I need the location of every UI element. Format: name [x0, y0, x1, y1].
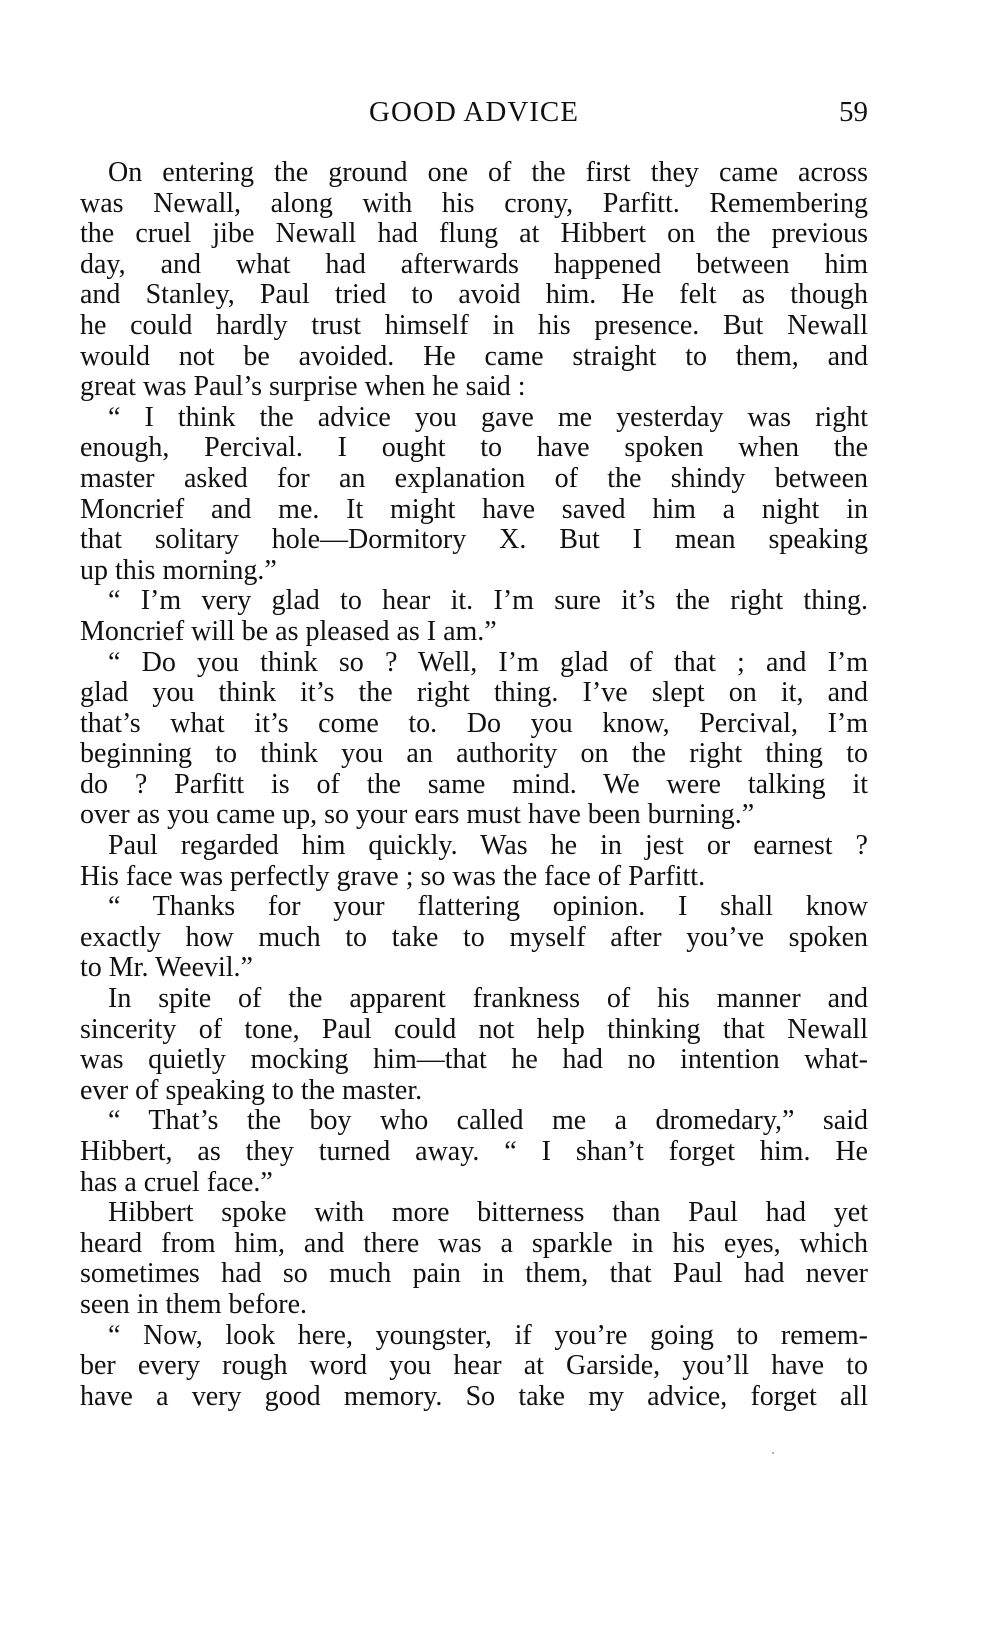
- page-number: 59: [839, 96, 868, 128]
- text-line: he could hardly trust himself in his presence. But Newall: [80, 309, 868, 341]
- paper-speck: [772, 1452, 774, 1454]
- text-line: have a very good memory. So take my advice, forget all: [80, 1380, 868, 1412]
- text-line: do ? Parfitt is of the same mind. We were talking it: [80, 768, 868, 800]
- text-line: glad you think it’s the right thing. I’ve slept on it, and: [80, 677, 868, 709]
- running-title: GOOD ADVICE: [369, 96, 579, 128]
- text-line: heard from him, and there was a sparkle in his eyes, which: [80, 1227, 868, 1259]
- text-line: ber every rough word you hear at Garside, you’ll have to: [80, 1350, 868, 1382]
- text-line: sometimes had so much pain in them, that Paul had never: [80, 1258, 868, 1290]
- text-line: exactly how much to take to myself after you’ve spoken: [80, 921, 868, 953]
- text-line: Paul regarded him quickly. Was he in jest or earnest ?: [108, 830, 868, 862]
- text-line: Moncrief will be as pleased as I am.”: [80, 615, 497, 647]
- text-line: master asked for an explanation of the shindy between: [80, 462, 868, 494]
- text-line: enough, Percival. I ought to have spoken when the: [80, 432, 868, 464]
- text-line: that solitary hole—Dormitory X. But I mean speaking: [80, 524, 868, 556]
- text-line: beginning to think you an authority on the right thing to: [80, 738, 868, 770]
- text-line: “ I think the advice you gave me yesterday was right: [108, 401, 868, 433]
- text-line: the cruel jibe Newall had flung at Hibbert on the previous: [80, 218, 868, 250]
- page-header: [80, 96, 868, 132]
- text-line: to Mr. Weevil.”: [80, 952, 253, 984]
- text-line: and Stanley, Paul tried to avoid him. He felt as though: [80, 279, 868, 311]
- text-line: great was Paul’s surprise when he said :: [80, 371, 526, 403]
- text-line: Moncrief and me. It might have saved him a night in: [80, 493, 868, 525]
- text-line: “ That’s the boy who called me a dromedary,” said: [108, 1105, 868, 1137]
- text-line: Hibbert spoke with more bitterness than Paul had yet: [108, 1197, 868, 1229]
- text-line: “ Now, look here, youngster, if you’re going to remem-: [108, 1319, 868, 1351]
- text-line: was quietly mocking him—that he had no intention what-: [80, 1044, 868, 1076]
- text-line: has a cruel face.”: [80, 1166, 273, 1198]
- text-line: “ Thanks for your flattering opinion. I shall know: [108, 891, 868, 923]
- text-line: over as you came up, so your ears must have been burning.”: [80, 799, 755, 831]
- text-line: ever of speaking to the master.: [80, 1074, 423, 1106]
- text-line: up this morning.”: [80, 554, 277, 586]
- text-line: On entering the ground one of the first they came across: [108, 157, 868, 188]
- text-line: that’s what it’s come to. Do you know, Percival, I’m: [80, 707, 868, 739]
- text-line: seen in them before.: [80, 1288, 308, 1320]
- text-line: was Newall, along with his crony, Parfitt. Remembering: [80, 187, 868, 219]
- text-line: His face was perfectly grave ; so was the face of Parfitt.: [80, 860, 706, 892]
- body-text: [80, 158, 868, 1412]
- text-line: “ Do you think so ? Well, I’m glad of that ; and I’m: [108, 646, 868, 678]
- text-line: In spite of the apparent frankness of his manner and: [108, 983, 868, 1015]
- text-line: “ I’m very glad to hear it. I’m sure it’s the right thing.: [108, 585, 868, 617]
- text-line: day, and what had afterwards happened between him: [80, 248, 868, 280]
- text-line: Hibbert, as they turned away. “ I shan’t forget him. He: [80, 1136, 868, 1167]
- text-line: sincerity of tone, Paul could not help thinking that Newall: [80, 1013, 868, 1045]
- text-line: would not be avoided. He came straight to them, and: [80, 340, 868, 372]
